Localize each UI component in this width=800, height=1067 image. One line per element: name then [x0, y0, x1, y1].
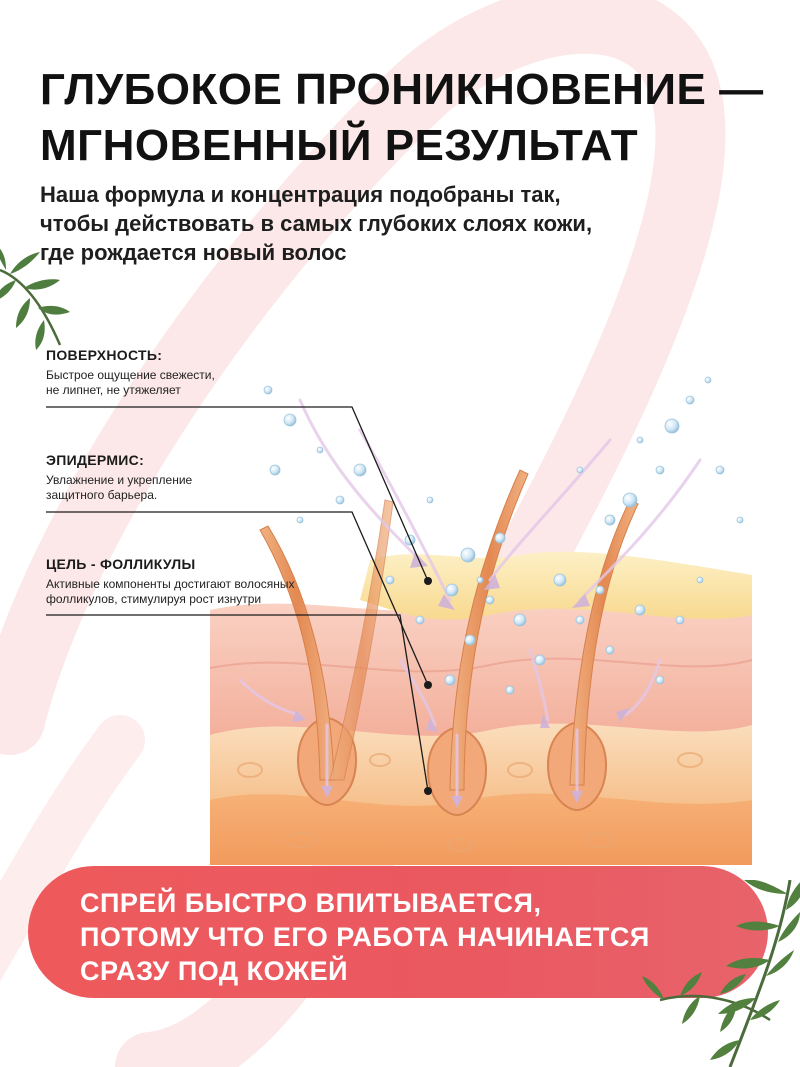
subheadline-line-3: где рождается новый волос [40, 240, 347, 265]
layer-title: ЦЕЛЬ - ФОЛЛИКУЛЫ [46, 556, 196, 572]
headline-line-2: МГНОВЕННЫЙ РЕЗУЛЬТАТ [40, 121, 639, 170]
subheadline-line-1: Наша формула и концентрация подобраны так, [40, 182, 561, 207]
layer-label-follicles [46, 555, 356, 607]
layer-description-line: Активные компоненты достигают волосяных [46, 577, 295, 591]
cta-line-2: ПОТОМУ ЧТО ЕГО РАБОТА НАЧИНАЕТСЯ [80, 922, 650, 952]
layer-description-line: Быстрое ощущение свежести, [46, 368, 215, 382]
headline-line-1: ГЛУБОКОЕ ПРОНИКНОВЕНИЕ — [40, 65, 764, 114]
layer-description-line: Увлажнение и укрепление [46, 473, 193, 487]
layer-description [46, 473, 356, 503]
layer-description-line: защитного барьера. [46, 488, 158, 502]
layer-description [46, 368, 356, 398]
cta-line-3: СРАЗУ ПОД КОЖЕЙ [80, 956, 349, 986]
layer-title: ЭПИДЕРМИС: [46, 452, 145, 468]
layer-label-epidermis [46, 451, 356, 503]
layer-description-line: фолликулов, стимулируя рост изнутри [46, 592, 262, 606]
layer-description [46, 577, 356, 607]
cta-line-1: СПРЕЙ БЫСТРО ВПИТЫВАЕТСЯ, [80, 888, 542, 918]
layer-description-line: не липнет, не утяжеляет [46, 383, 181, 397]
layer-title: ПОВЕРХНОСТЬ: [46, 347, 163, 363]
subheadline-line-2: чтобы действовать в самых глубоких слоях кожи, [40, 211, 593, 236]
cta-text [80, 886, 650, 988]
rosemary-sprig-icon [640, 880, 800, 1067]
layer-label-surface [46, 346, 356, 398]
